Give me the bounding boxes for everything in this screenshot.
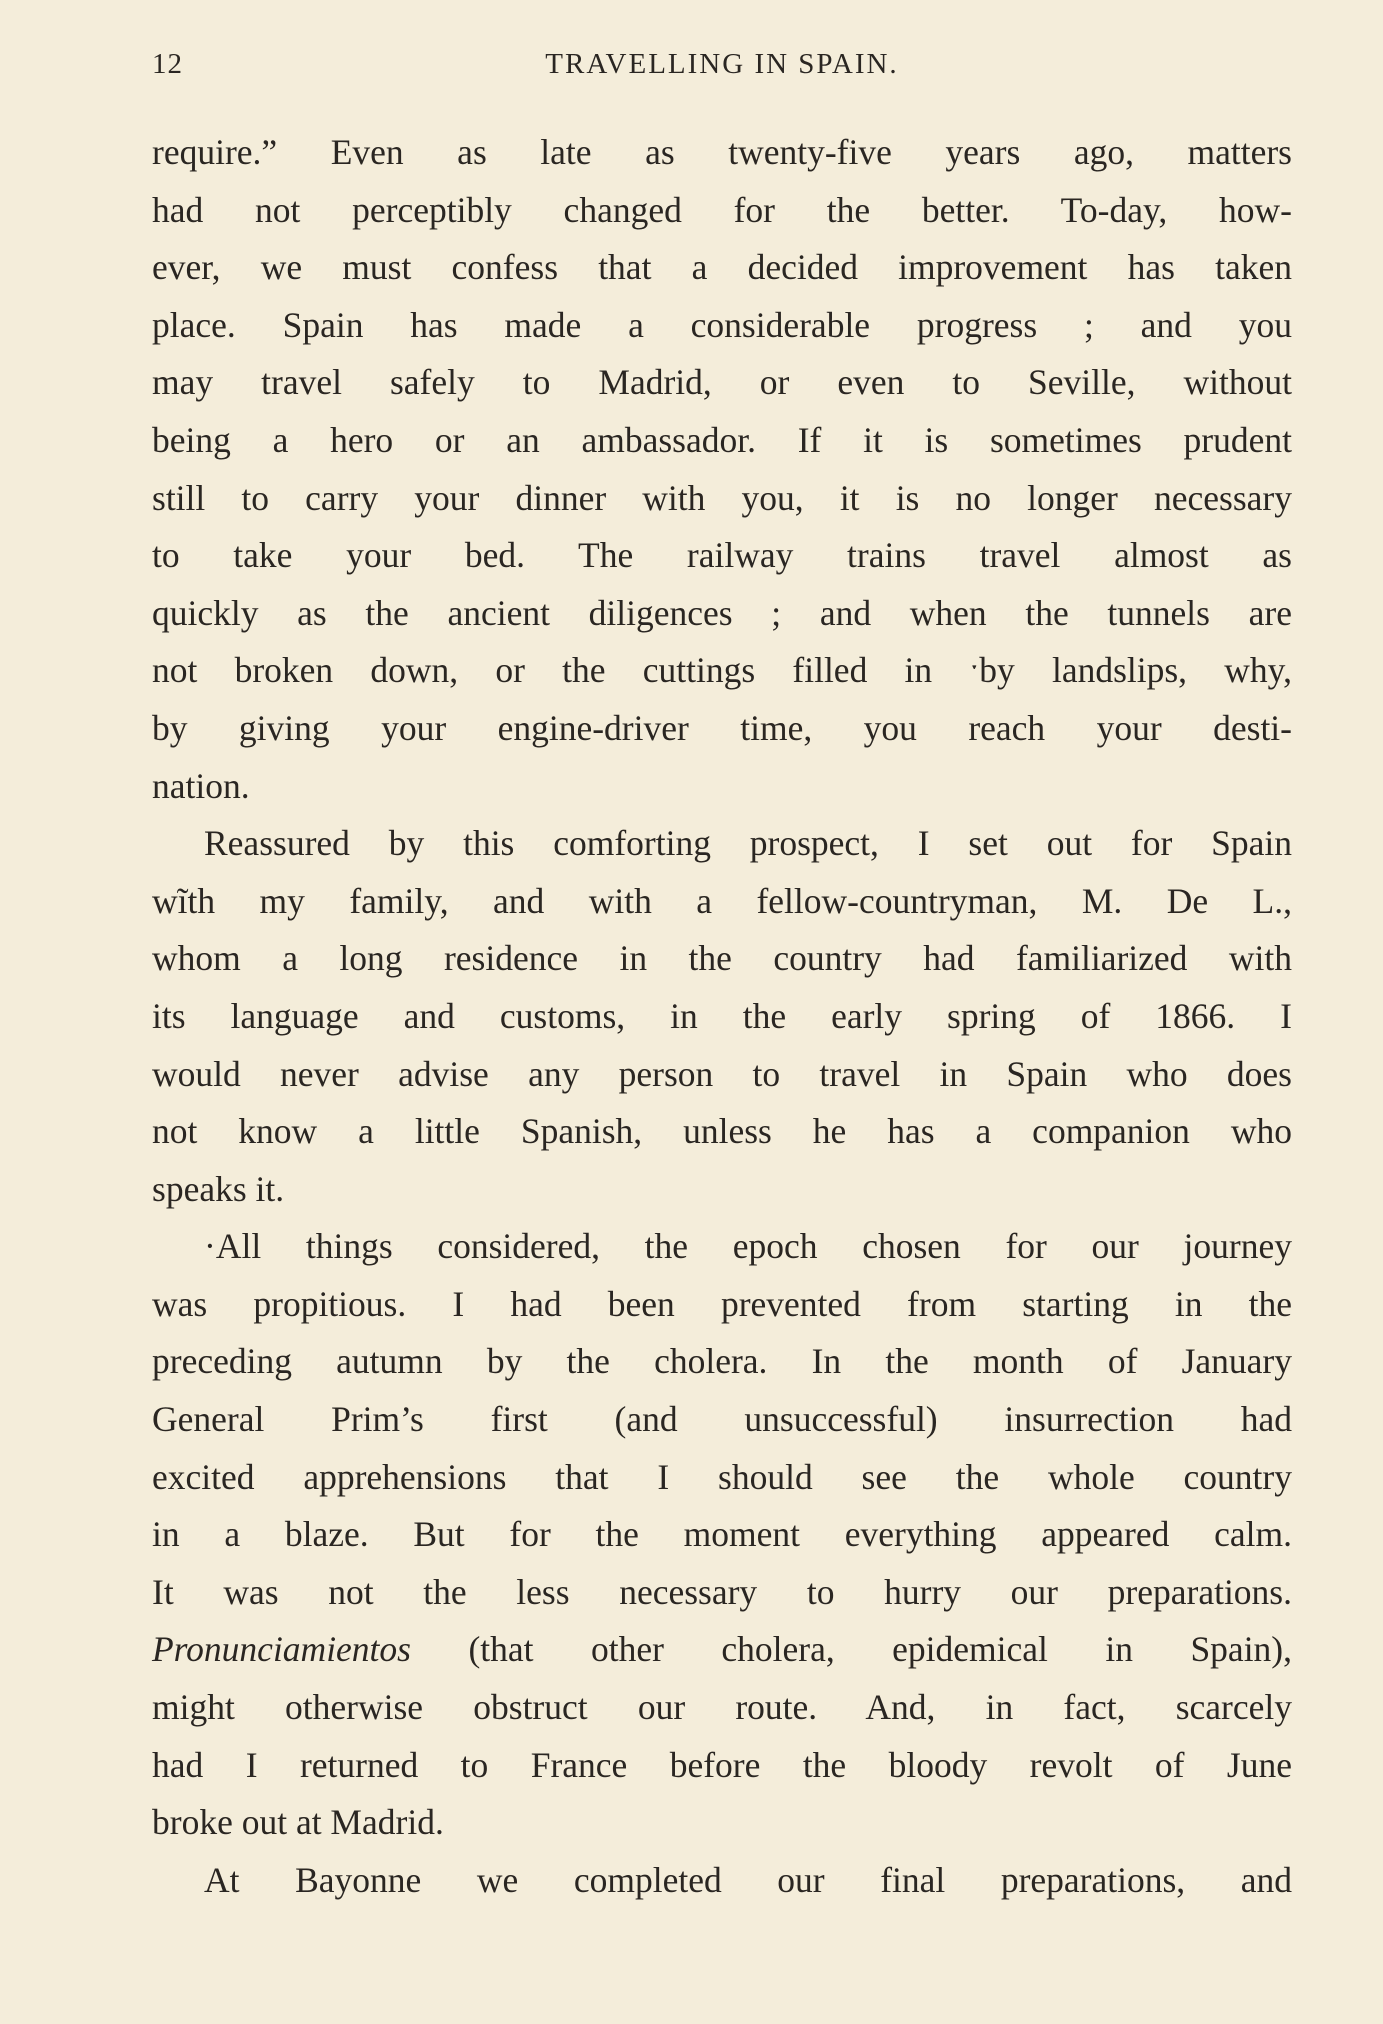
text-line: quickly as the ancient diligences ; and when the tunnels are <box>152 592 1292 633</box>
text-line: had not perceptibly changed for the better. To-day, how- <box>152 189 1292 230</box>
text-line: still to carry your dinner with you, it is no longer necessary <box>152 477 1292 518</box>
body-text <box>152 124 1292 1909</box>
text-line: ·All things considered, the epoch chosen for our journey <box>204 1226 1292 1267</box>
text-line: may travel safely to Madrid, or even to Seville, without <box>152 362 1292 403</box>
text-line: At Bayonne we completed our final preparations, and <box>204 1859 1292 1900</box>
text-line: to take your bed. The railway trains travel almost as <box>152 535 1292 576</box>
italic-term: Pronunciamientos <box>152 1629 411 1670</box>
text-line: wĩth my family, and with a fellow-countryman, M. De L., <box>152 880 1292 921</box>
text-line: require.” Even as late as twenty-five years ago, matters <box>152 132 1292 172</box>
page-number: 12 <box>152 48 183 80</box>
text-line: its language and customs, in the early spring of 1866. I <box>152 995 1292 1036</box>
text-line: Reassured by this comforting prospect, I set out for Spain <box>204 823 1292 864</box>
text-line: had I returned to France before the bloody revolt of June <box>152 1744 1292 1785</box>
text-line: excited apprehensions that I should see the whole country <box>152 1456 1292 1497</box>
text-line: broke out at Madrid. <box>152 1802 444 1843</box>
text-line: being a hero or an ambassador. If it is sometimes prudent <box>152 419 1292 460</box>
text-line: preceding autumn by the cholera. In the month of January <box>152 1341 1292 1382</box>
text-line: speaks it. <box>152 1168 285 1209</box>
text-line: It was not the less necessary to hurry our preparations. <box>152 1571 1292 1612</box>
text-line: in a blaze. But for the moment everything appeared calm. <box>152 1514 1292 1555</box>
text-line: ever, we must confess that a decided improvement has taken <box>152 247 1292 288</box>
text-line: by giving your engine-driver time, you reach your desti- <box>152 707 1292 748</box>
text-line: not broken down, or the cuttings filled in ˑby landslips, why, <box>152 650 1292 691</box>
text-line: whom a long residence in the country had familiarized with <box>152 938 1292 979</box>
text-line: would never advise any person to travel in Spain who does <box>152 1053 1292 1094</box>
running-head <box>152 48 1292 88</box>
text-line: place. Spain has made a considerable progress ; and you <box>152 304 1292 345</box>
text-line <box>152 1621 1292 1679</box>
text-line: General Prim’s first (and unsuccessful) insurrection had <box>152 1399 1292 1440</box>
running-title: TRAVELLING IN SPAIN. <box>545 48 899 80</box>
text-line: was propitious. I had been prevented from starting in the <box>152 1283 1292 1324</box>
text-line: nation. <box>152 765 250 806</box>
text-line-rest: (that other cholera, epidemical in Spain), <box>468 1629 1293 1670</box>
text-line: not know a little Spanish, unless he has a companion who <box>152 1111 1292 1152</box>
text-line: might otherwise obstruct our route. And, in fact, scarcely <box>152 1687 1292 1728</box>
